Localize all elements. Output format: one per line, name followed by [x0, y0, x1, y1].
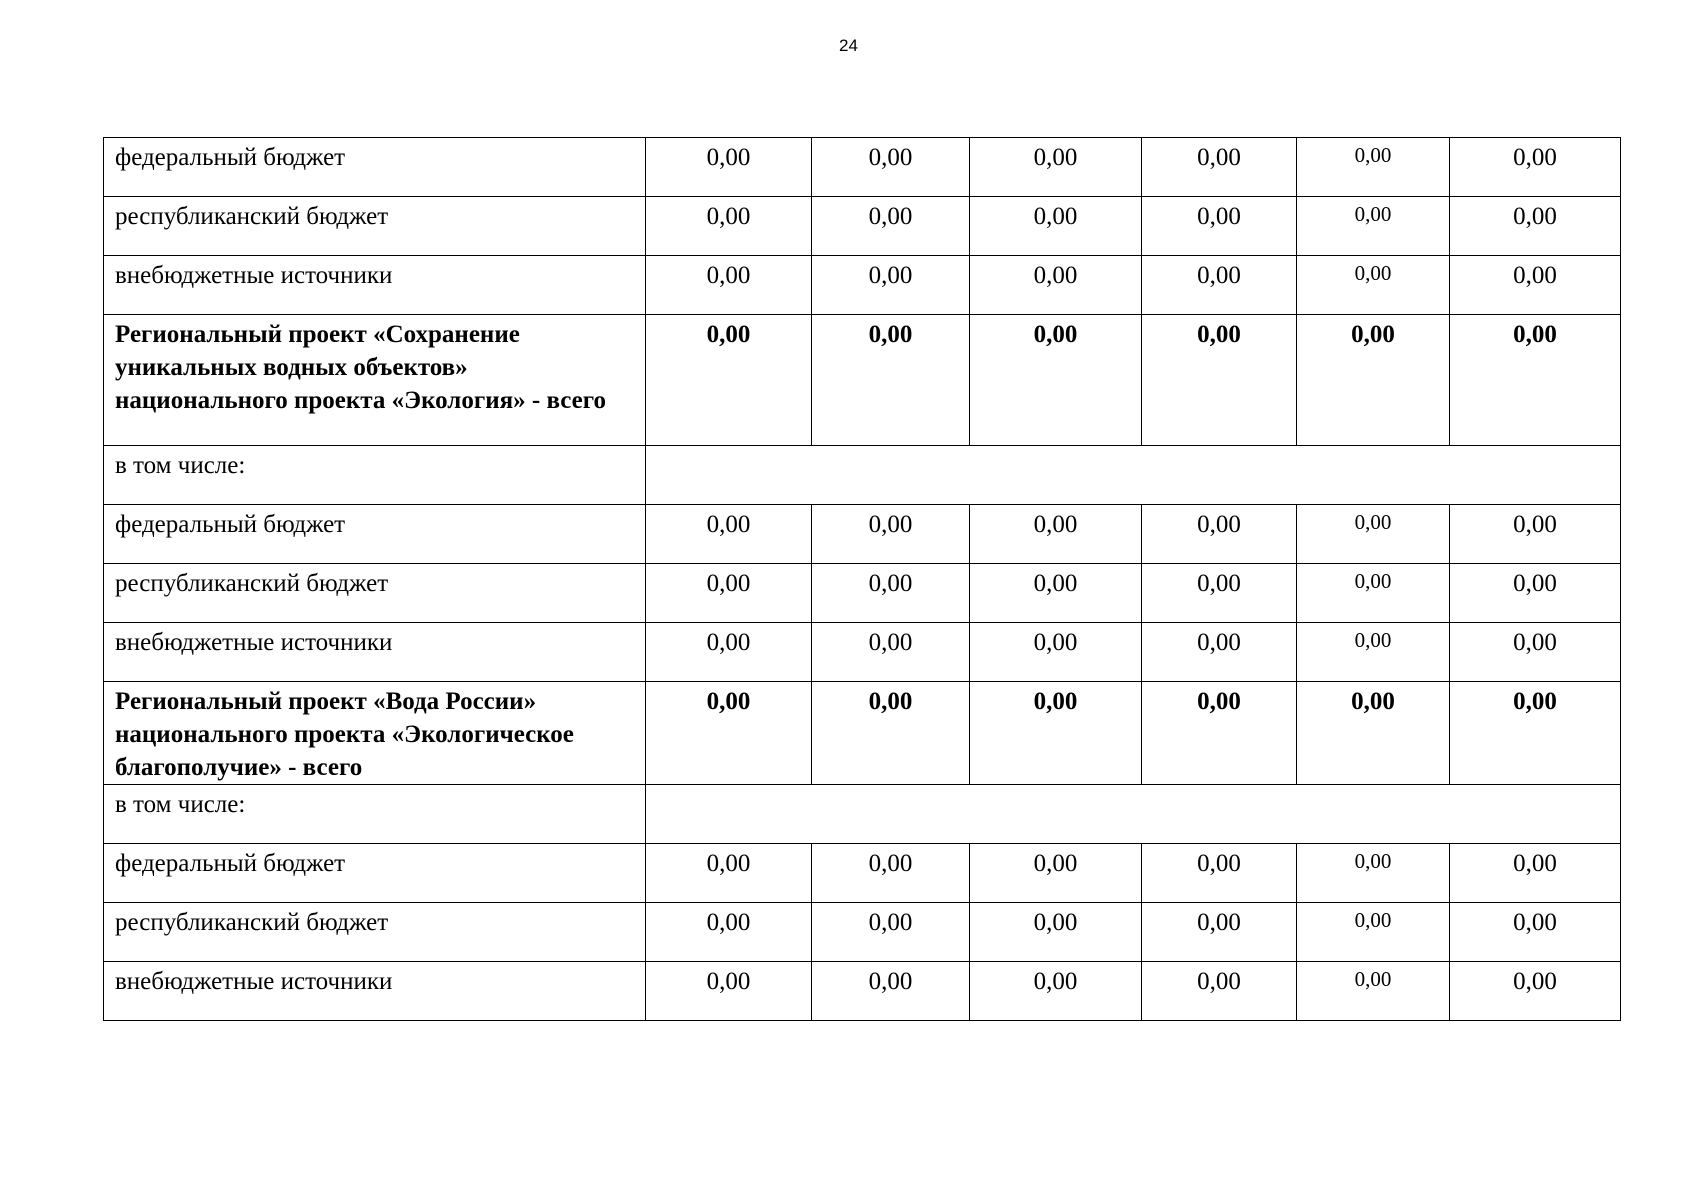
page-number: 24 — [839, 36, 858, 55]
value-cell: 0,00 — [1142, 844, 1297, 903]
value-cell: 0,00 — [812, 962, 970, 1021]
value-cell: 0,00 — [970, 962, 1142, 1021]
table-row — [104, 138, 1621, 197]
value-cell: 0,00 — [812, 256, 970, 315]
value-cell: 0,00 — [970, 623, 1142, 682]
budget-table — [103, 137, 1621, 1021]
row-label: федеральный бюджет — [104, 138, 646, 197]
value-cell: 0,00 — [812, 138, 970, 197]
value-cell: 0,00 — [1297, 256, 1450, 315]
value-cell: 0,00 — [970, 564, 1142, 623]
value-cell: 0,00 — [1450, 256, 1621, 315]
value-cell: 0,00 — [1450, 197, 1621, 256]
value-cell: 0,00 — [646, 256, 812, 315]
value-cell: 0,00 — [1142, 138, 1297, 197]
table-row — [104, 903, 1621, 962]
row-label: республиканский бюджет — [104, 903, 646, 962]
row-label: внебюджетные источники — [104, 623, 646, 682]
value-cell: 0,00 — [812, 844, 970, 903]
value-cell: 0,00 — [1297, 197, 1450, 256]
value-cell: 0,00 — [1297, 505, 1450, 564]
value-cell-total: 0,00 — [1297, 682, 1450, 785]
row-label-total: Региональный проект «Сохранение уникальных водных объектов» национального проекта «Экология» - всего — [104, 315, 646, 446]
row-label: федеральный бюджет — [104, 505, 646, 564]
empty-merged-cell — [646, 446, 1621, 505]
value-cell: 0,00 — [646, 903, 812, 962]
value-cell: 0,00 — [812, 903, 970, 962]
empty-merged-cell — [646, 785, 1621, 844]
value-cell-total: 0,00 — [1297, 315, 1450, 446]
value-cell: 0,00 — [812, 197, 970, 256]
value-cell: 0,00 — [1297, 138, 1450, 197]
table-row-total — [104, 682, 1621, 785]
value-cell: 0,00 — [1450, 505, 1621, 564]
value-cell-total: 0,00 — [970, 315, 1142, 446]
value-cell: 0,00 — [646, 505, 812, 564]
value-cell: 0,00 — [1450, 138, 1621, 197]
value-cell: 0,00 — [970, 138, 1142, 197]
value-cell: 0,00 — [646, 197, 812, 256]
value-cell: 0,00 — [1142, 962, 1297, 1021]
value-cell-total: 0,00 — [970, 682, 1142, 785]
value-cell: 0,00 — [970, 844, 1142, 903]
value-cell: 0,00 — [1142, 623, 1297, 682]
row-label-subheader: в том числе: — [104, 446, 646, 505]
value-cell: 0,00 — [1297, 564, 1450, 623]
value-cell: 0,00 — [1450, 903, 1621, 962]
value-cell: 0,00 — [1297, 844, 1450, 903]
value-cell: 0,00 — [1450, 962, 1621, 1021]
value-cell: 0,00 — [1450, 623, 1621, 682]
value-cell: 0,00 — [646, 138, 812, 197]
value-cell: 0,00 — [1142, 564, 1297, 623]
value-cell: 0,00 — [1297, 903, 1450, 962]
value-cell-total: 0,00 — [1142, 315, 1297, 446]
value-cell: 0,00 — [646, 564, 812, 623]
row-label-total: Региональный проект «Вода России» национального проекта «Экологическое благополучие» - всего — [104, 682, 646, 785]
value-cell-total: 0,00 — [1450, 315, 1621, 446]
table-row-subheader — [104, 446, 1621, 505]
value-cell-total: 0,00 — [812, 315, 970, 446]
table-row-subheader — [104, 785, 1621, 844]
value-cell-total: 0,00 — [646, 682, 812, 785]
row-label: внебюджетные источники — [104, 962, 646, 1021]
row-label: федеральный бюджет — [104, 844, 646, 903]
table-row — [104, 844, 1621, 903]
value-cell: 0,00 — [1450, 564, 1621, 623]
table-row — [104, 623, 1621, 682]
value-cell: 0,00 — [1142, 256, 1297, 315]
value-cell: 0,00 — [812, 505, 970, 564]
value-cell-total: 0,00 — [1450, 682, 1621, 785]
value-cell: 0,00 — [646, 962, 812, 1021]
table-row — [104, 256, 1621, 315]
value-cell: 0,00 — [970, 197, 1142, 256]
value-cell: 0,00 — [646, 623, 812, 682]
value-cell-total: 0,00 — [646, 315, 812, 446]
row-label: внебюджетные источники — [104, 256, 646, 315]
value-cell-total: 0,00 — [812, 682, 970, 785]
value-cell: 0,00 — [812, 564, 970, 623]
value-cell: 0,00 — [646, 844, 812, 903]
value-cell: 0,00 — [1142, 903, 1297, 962]
value-cell: 0,00 — [970, 505, 1142, 564]
table-row — [104, 564, 1621, 623]
value-cell: 0,00 — [812, 623, 970, 682]
row-label-subheader: в том числе: — [104, 785, 646, 844]
value-cell: 0,00 — [1142, 197, 1297, 256]
value-cell: 0,00 — [970, 903, 1142, 962]
table-row — [104, 962, 1621, 1021]
value-cell: 0,00 — [1297, 962, 1450, 1021]
value-cell: 0,00 — [1142, 505, 1297, 564]
table-row — [104, 505, 1621, 564]
table-row-total — [104, 315, 1621, 446]
value-cell: 0,00 — [1297, 623, 1450, 682]
value-cell: 0,00 — [1450, 844, 1621, 903]
value-cell-total: 0,00 — [1142, 682, 1297, 785]
row-label: республиканский бюджет — [104, 564, 646, 623]
table-row — [104, 197, 1621, 256]
value-cell: 0,00 — [970, 256, 1142, 315]
row-label: республиканский бюджет — [104, 197, 646, 256]
